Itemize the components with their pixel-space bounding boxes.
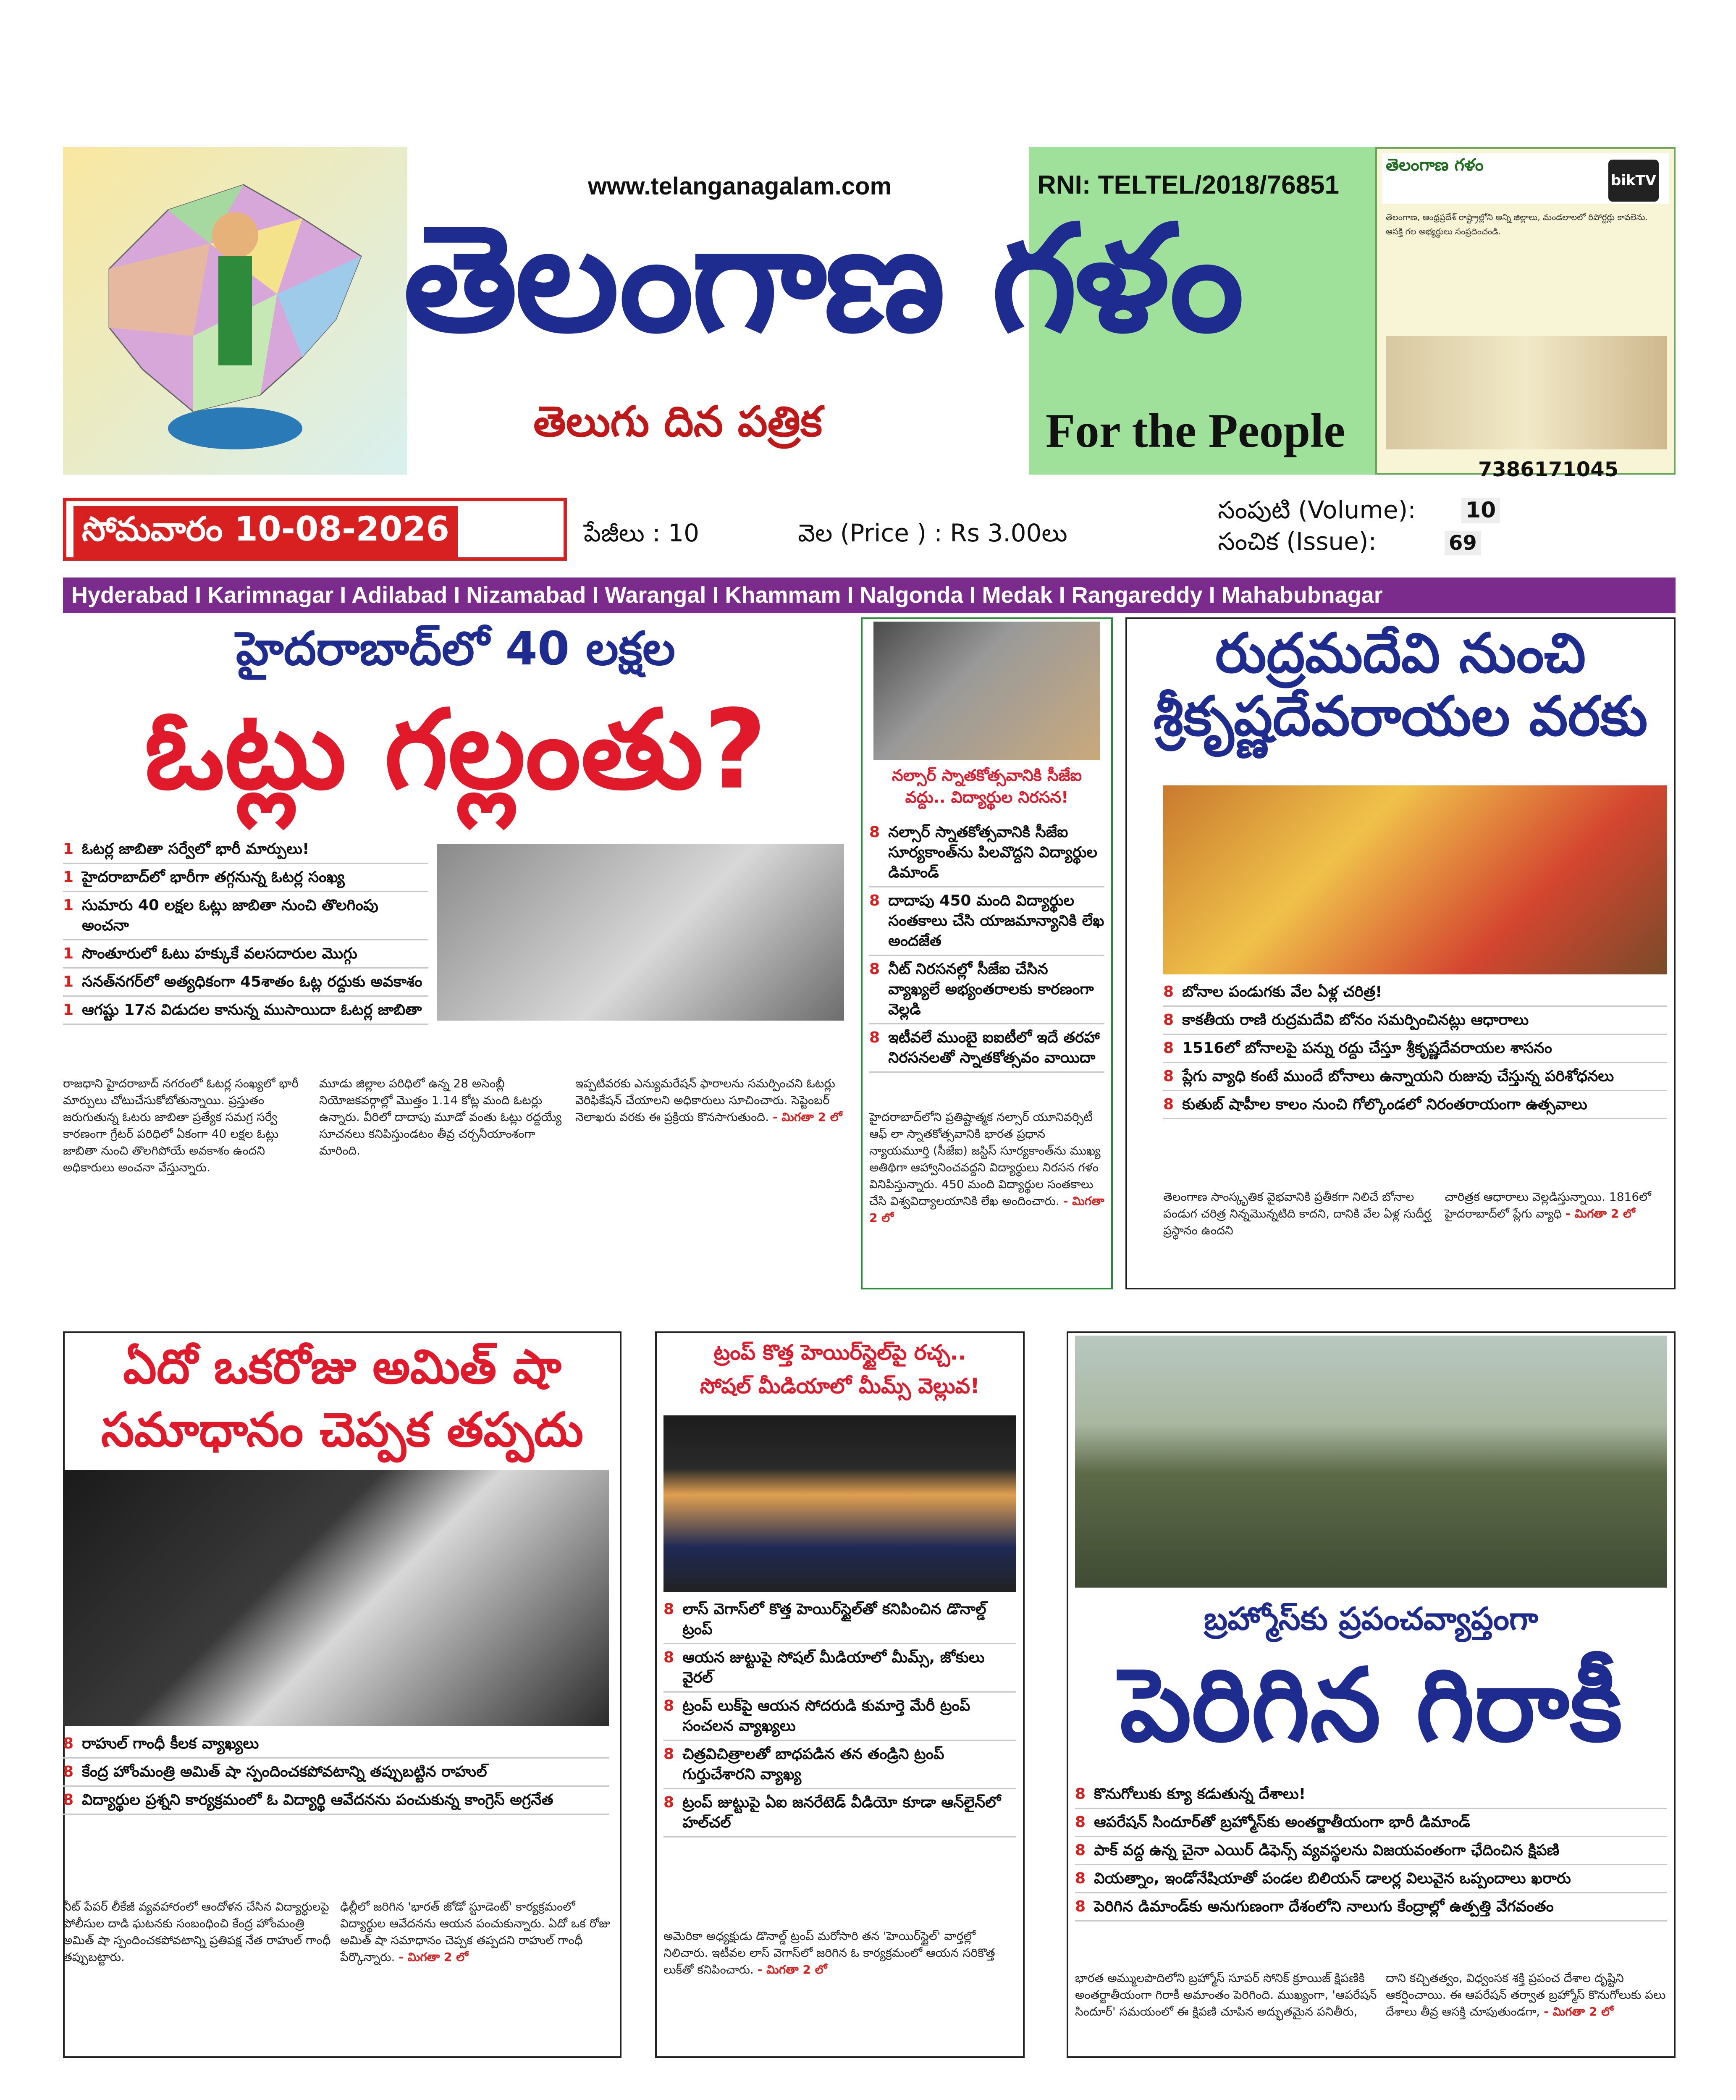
- story-voters[interactable]: [63, 622, 848, 813]
- bullet-text: ఓటర్ల జాబితా సర్వేలో భారీ మార్పులు!: [82, 840, 309, 858]
- newspaper-title: తెలంగాణ గళం: [403, 193, 1242, 365]
- speaker-photo: [873, 622, 1100, 760]
- bullet-item: [63, 969, 428, 997]
- headline-line-1: రుద్రమదేవి నుంచి: [1215, 621, 1586, 685]
- bullet-marker: 8: [63, 1735, 74, 1752]
- bullet-item: [1163, 1063, 1667, 1091]
- bullet-item: [1075, 1893, 1667, 1922]
- issue-number: 69: [1445, 531, 1481, 555]
- bullet-item: [63, 864, 428, 892]
- story-body: రాజధాని హైదరాబాద్ నగరంలో ఓటర్ల సంఖ్యలో భారీ మార్పులు చోటుచేసుకోబోతున్నాయి. ప్రస్తుతం జరుగుతున్న ఓటరు జాబితా ప్రత్యేక సమగ్ర సర్వే కారణంగా గ్రేటర్ పరిధిలో ఏకంగా 40 లక్షల ఓట్లు జాబితా నుంచి తొలగిపోయే అవకాశం ఉందని అధికారులు అంచనా వేస్తున్నారు.: [63, 1076, 299, 1174]
- page-count: పేజీలు : 10: [584, 519, 700, 547]
- bullet-marker: 8: [63, 1763, 74, 1780]
- bullet-item: [63, 1759, 609, 1787]
- bullet-item: [663, 1644, 1016, 1693]
- headline-line-2: సోషల్ మీడియాలో మీమ్స్ వెల్లువ!: [700, 1374, 980, 1398]
- story-body: అమెరికా అధ్యక్షుడు డొనాల్డ్ ట్రంప్ మరోసారి తన 'హెయిర్‌స్టైల్' వార్తల్లో నిలిచారు. ఇటీవల లాస్ వెగాస్‌లో జరిగిన ఓ కార్యక్రమంలో ఆయన సరికొత్త లుక్‌తో కనిపించారు. - మిగతా 2 లో: [663, 1929, 995, 1977]
- bullet-text: ఇటీవలే ముంబై ఐఐటీలో ఇదే తరహా నిరసనలతో స్నాతకోత్సవం వాయిదా: [888, 1029, 1100, 1066]
- headline-line-2: శ్రీకృష్ణదేవరాయల వరకు: [1153, 684, 1648, 748]
- bullet-text: కాకతీయ రాణి రుద్రమదేవి బోనం సమర్పించినట్లు ఆధారాలు: [1182, 1011, 1529, 1029]
- bullet-text: ఆపరేషన్ సిందూర్‌తో బ్రహ్మోస్‌కు అంతర్జాతీయంగా భారీ డిమాండ్: [1094, 1814, 1470, 1831]
- price: వెల (Price ) : Rs 3.00లు: [798, 519, 1067, 547]
- bullet-item: [63, 1787, 609, 1815]
- bullet-marker: 8: [1163, 1011, 1174, 1029]
- bullet-text: సనత్‌నగర్‌లో అత్యధికంగా 45శాతం ఓట్ల రద్దుకు అవకాశం: [82, 973, 422, 990]
- telangana-map-logo: [84, 160, 386, 462]
- bullet-item: [869, 887, 1104, 956]
- bullet-item: [1163, 1091, 1667, 1119]
- bullet-marker: 8: [869, 824, 880, 841]
- headline-line-1: ఏదో ఒకరోజు అమిత్ షా: [123, 1340, 561, 1394]
- bullet-marker: 8: [1075, 1898, 1086, 1915]
- bullet-text: చిత్రవిచిత్రాలతో బాధపడిన తన తండ్రిని ట్రంప్ గుర్తుచేశారని వ్యాఖ్య: [682, 1746, 944, 1783]
- continue-link[interactable]: - మిగతా 2 లో: [399, 1950, 469, 1964]
- bullet-text: సుమారు 40 లక్షల ఓట్లు జాబితా నుంచి తొలగింపు అంచనా: [82, 897, 378, 934]
- bonalu-festival-photo: [1163, 785, 1667, 974]
- story-body: నీట్ పేపర్ లీకేజీ వ్యవహారంలో ఆందోళన చేసిన విద్యార్థులపై పోలీసుల దాడి ఘటనకు సంబంధించి కేంద్ర హోంమంత్రి అమిత్ షా స్పందించకపోవటాన్ని ప్రతిపక్ష నేత రాహుల్ గాంధీ తప్పుబట్టారు.: [63, 1900, 331, 1964]
- story-headline: పెరిగిన గిరాకీ: [1120, 1646, 1623, 1764]
- bullet-text: ఆయన జుట్టుపై సోషల్ మీడియాలో మీమ్స్, జోకులు వైరల్: [682, 1649, 985, 1686]
- bullet-text: విద్యార్థుల ప్రశ్నని కార్యక్రమంలో ఓ విద్యార్థి ఆవేదనను పంచుకున్న కాంగ్రెస్ అగ్రనేత: [82, 1791, 553, 1809]
- trump-photo: [663, 1415, 1016, 1592]
- bullet-marker: 8: [869, 961, 880, 978]
- bullet-marker: 8: [663, 1746, 674, 1763]
- story-bullets: [63, 836, 428, 1025]
- bullet-item: [63, 940, 428, 969]
- bullet-text: పాక్ వద్ద ఉన్న చైనా ఎయిర్ డిఫెన్స్ వ్యవస్థలను విజయవంతంగా ఛేదించిన క్షిపణి: [1094, 1842, 1560, 1859]
- bullet-text: ఆగష్టు 17న విడుదల కానున్న ముసాయిదా ఓటర్ల జాబితా: [82, 1001, 422, 1018]
- bullet-marker: 8: [1163, 1040, 1174, 1057]
- volume-number: 10: [1461, 498, 1500, 523]
- story-headline: నల్సార్ స్నాతకోత్సవానికి సీజేఐ వద్దు.. విద్యార్థుల నిరసన!: [892, 766, 1082, 806]
- bullet-text: నీట్ నిరసనల్లో సీజేఐ చేసిన వ్యాఖ్యలే అభ్యంతరాలకు కారణంగా వెల్లడి: [888, 961, 1094, 1018]
- story-body: తెలంగాణ సాంస్కృతిక వైభవానికి ప్రతీకగా నిలిచే బోనాల పండుగ చరిత్ర నిన్నమొన్నటిది కాదని, దానికి వేల ఏళ్ల సుదీర్ఘ ప్రస్థానం ఉందని: [1163, 1190, 1431, 1237]
- ad-image: [1386, 336, 1667, 449]
- bullet-item: [63, 997, 428, 1025]
- bullet-item: [1163, 1035, 1667, 1063]
- bullet-text: ట్రంప్ లుక్‌పై ఆయన సోదరుడి కుమార్తె మేరీ ట్రంప్ సంచలన వ్యాఖ్యలు: [682, 1697, 970, 1735]
- bullet-item: [1075, 1781, 1667, 1809]
- bullet-marker: 1: [63, 869, 74, 886]
- bullet-item: [663, 1789, 1016, 1838]
- bullet-item: [663, 1741, 1016, 1789]
- ad-logo: తెలంగాణ గళం: [1386, 155, 1484, 175]
- bullet-text: లాస్ వెగాస్‌లో కొత్త హెయిర్‌స్టైల్‌తో కనిపించిన డొనాల్డ్ ట్రంప్: [682, 1601, 986, 1638]
- bullet-text: 1516లో బోనాలపై పన్ను రద్దు చేస్తూ శ్రీకృష్ణదేవరాయల శాసనం: [1182, 1040, 1552, 1057]
- story-kicker: హైదరాబాద్‌లో 40 లక్షల: [236, 622, 676, 675]
- continue-link[interactable]: - మిగతా 2 లో: [1544, 2005, 1613, 2019]
- story-body: ఢిల్లీలో జరిగిన 'భారత్ జోడో స్టూడెంట్' కార్యక్రమంలో విద్యార్థుల ఆవేదనను ఆయన పంచుకున్నారు. ఏదో ఒక రోజు అమిత్ షా సమాధానం చెప్పక తప్పదని రాహుల్ గాంధీ పేర్కొన్నారు. - మిగతా 2 లో: [340, 1900, 611, 1964]
- bullet-text: నల్సార్ స్నాతకోత్సవానికి సీజేఐ సూర్యకాంత్‌ను పిలవొద్దని విద్యార్థుల డిమాండ్: [888, 824, 1098, 881]
- website-url[interactable]: www.telanganagalam.com: [588, 173, 892, 200]
- bullet-marker: 8: [63, 1791, 74, 1809]
- bullet-item: [1075, 1837, 1667, 1865]
- bullet-marker: 8: [1163, 983, 1174, 1000]
- volume-label: సంపుటి (Volume):: [1218, 496, 1416, 524]
- bullet-marker: 8: [1075, 1785, 1086, 1803]
- bullet-marker: 8: [663, 1601, 674, 1618]
- bullet-item: [869, 819, 1104, 887]
- bullet-text: హైదరాబాద్‌లో భారీగా తగ్గనున్న ఓటర్ల సంఖ్య: [82, 869, 345, 886]
- bullet-text: కొనుగోలుకు క్యూ కడుతున్న దేశాలు!: [1094, 1785, 1306, 1803]
- story-headline: [1134, 622, 1667, 748]
- bullet-item: [1163, 979, 1667, 1007]
- bullet-item: [63, 836, 428, 864]
- bullet-text: బోనాల పండుగకు వేల ఏళ్ల చరిత్ర!: [1182, 983, 1382, 1000]
- bullet-text: వియత్నాం, ఇండోనేషియాతో పండల బిలియన్ డాలర్ల విలువైన ఒప్పందాలు ఖరారు: [1094, 1870, 1571, 1887]
- bullet-item: [663, 1596, 1016, 1644]
- bullet-marker: 8: [663, 1697, 674, 1714]
- bullet-text: కుతుబ్ షాహీల కాలం నుంచి గోల్కొండలో నిరంతరాయంగా ఉత్సవాలు: [1182, 1096, 1587, 1113]
- bullet-marker: 8: [663, 1649, 674, 1666]
- story-bullets: [663, 1596, 1016, 1838]
- bullet-item: [63, 892, 428, 940]
- story-bullets: [869, 819, 1104, 1073]
- city-editions-bar: Hyderabad I Karimnagar I Adilabad I Nizamabad I Warangal I Khammam I Nalgonda I Medak I Rangareddy I Mahabubnagar: [63, 578, 1676, 613]
- story-body: మూడు జిల్లాల పరిధిలో ఉన్న 28 అసెంబ్లీ నియోజకవర్గాల్లో మొత్తం 1.14 కోట్ల మంది ఓటర్లు ఉన్నారు. వీరిలో దాదాపు మూడో వంతు ఓట్లు రద్దయ్యే సూచనలు కనిపిస్తుండటం తీవ్ర చర్చనీయాంశంగా మారింది.: [319, 1076, 562, 1158]
- bullet-item: [1075, 1809, 1667, 1837]
- newspaper-subtitle: తెలుగు దిన పత్రిక: [533, 397, 823, 446]
- brahmos-missile-photo: [1075, 1336, 1667, 1588]
- continue-link[interactable]: - మిగతా 2 లో: [772, 1110, 842, 1124]
- headline-line-2: సమాధానం చెప్పక తప్పదు: [101, 1403, 584, 1457]
- story-headline: [663, 1336, 1016, 1403]
- story-headline: [71, 1336, 613, 1462]
- bullet-item: [869, 1024, 1104, 1073]
- bullet-item: [663, 1693, 1016, 1741]
- story-body: హైదరాబాద్‌లోని ప్రతిష్టాత్మక నల్సార్ యూనివర్సిటీ ఆఫ్ లా స్నాతకోత్సవానికి భారత ప్రధాన న్యాయమూర్తి (సీజేఐ) జస్టిస్ సూర్యకాంత్‌ను ముఖ్య అతిథిగా ఆహ్వానించవద్దని విద్యార్థులు నిరసన గళం వినిపిస్తున్నారు. 450 మంది విద్యార్థుల సంతకాలు చేసి విశ్వవిద్యాలయానికి లేఖ అందించారు. - మిగతా 2 లో: [869, 1110, 1104, 1225]
- bullet-text: సొంతూరులో ఓటు హక్కుకే వలసదారుల మొగ్గు: [82, 945, 357, 962]
- bullet-marker: 1: [63, 840, 74, 858]
- bullet-marker: 8: [663, 1794, 674, 1811]
- continue-link[interactable]: - మిగతా 2 లో: [1566, 1207, 1635, 1221]
- ad-phone: 7386171045: [1478, 458, 1618, 481]
- continue-link[interactable]: - మిగతా 2 లో: [757, 1963, 827, 1977]
- bullet-marker: 8: [1163, 1068, 1174, 1085]
- continue-link[interactable]: - మిగతా 2 లో: [869, 1194, 1104, 1225]
- story-bullets: [1075, 1781, 1667, 1922]
- bullet-marker: 8: [1163, 1096, 1174, 1113]
- story-body: చారిత్రక ఆధారాలు వెల్లడిస్తున్నాయి. 1816లో హైదరాబాద్‌లో ప్లేగు వ్యాధి - మిగతా 2 లో: [1445, 1190, 1651, 1221]
- bullet-item: [63, 1730, 609, 1759]
- story-body: భారత అమ్ములపొదిలోని బ్రహ్మోస్ సూపర్ సోనిక్ క్రూయిజ్ క్షిపణికి అంతర్జాతీయంగా గిరాకీ అమాంతం పెరిగింది. ముఖ్యంగా, 'ఆపరేషన్ సిందూర్' సమయంలో ఈ క్షిపణి చూపిన అద్భుతమైన పనితీరు,: [1075, 1971, 1377, 2019]
- bullet-marker: 8: [1075, 1814, 1086, 1831]
- bullet-item: [1163, 1007, 1667, 1035]
- voter-list-photo: [437, 844, 844, 1021]
- bullet-text: కేంద్ర హోంమంత్రి అమిత్ షా స్పందించకపోవటాన్ని తప్పుబట్టిన రాహుల్: [82, 1763, 487, 1780]
- rahul-gandhi-photo: [63, 1470, 609, 1726]
- newspaper-tagline: For the People: [1046, 404, 1345, 457]
- bullet-text: పెరిగిన డిమాండ్‌కు అనుగుణంగా దేశంలోని నాలుగు కేంద్రాల్లో ఉత్పత్తి వేగవంతం: [1094, 1898, 1554, 1915]
- story-kicker: బ్రహ్మోస్‌కు ప్రపంచవ్యాప్తంగా: [1204, 1600, 1539, 1637]
- bullet-text: ప్లేగు వ్యాధి కంటే ముందే బోనాలు ఉన్నాయని రుజువు చేస్తున్న పరిశోధనలు: [1182, 1068, 1614, 1085]
- story-headline: ఓట్లు గల్లంతు?: [144, 687, 767, 814]
- story-body: ఇప్పటివరకు ఎన్యుమరేషన్ ఫారాలను సమర్పించని ఓటర్లు వెరిఫికేషన్ చేయాలని అధికారులు సూచించారు. సెప్టెంబర్ నెలాఖరు వరకు ఈ ప్రక్రియ కొనసాగుతుంది. - మిగతా 2 లో: [575, 1076, 842, 1124]
- headline-line-1: ట్రంప్ కొత్త హెయిర్‌స్టైల్‌పై రచ్చ..: [713, 1340, 966, 1365]
- story-body: దాని కచ్చితత్వం, విధ్వంసక శక్తి ప్రపంచ దేశాల దృష్టిని ఆకర్షించాయి. ఈ ఆపరేషన్ తర్వాత బ్రహ్మోస్ కొనుగోలుకు పలు దేశాలు తీవ్ర ఆసక్తి చూపుతుండగా, - మిగతా 2 లో: [1386, 1971, 1666, 2019]
- bullet-text: రాహుల్ గాంధీ కీలక వ్యాఖ్యలు: [82, 1735, 259, 1752]
- issue-label: సంచిక (Issue):: [1218, 527, 1377, 556]
- bullet-marker: 1: [63, 1001, 74, 1018]
- bullet-marker: 1: [63, 897, 74, 914]
- ad-tv-logo: bikTV: [1608, 160, 1659, 202]
- story-bullets: [63, 1730, 609, 1815]
- date: సోమవారం 10-08-2026: [73, 506, 458, 560]
- bullet-marker: 8: [1075, 1870, 1086, 1887]
- bullet-marker: 1: [63, 973, 74, 990]
- bullet-item: [869, 956, 1104, 1024]
- bullet-marker: 8: [869, 892, 880, 909]
- story-bullets: [1163, 979, 1667, 1119]
- bullet-marker: 8: [869, 1029, 880, 1046]
- bullet-item: [1075, 1865, 1667, 1893]
- bullet-text: ట్రంప్ జుట్టుపై ఏఐ జనరేటెడ్ వీడియో కూడా ఆన్‌లైన్‌లో హల్‌చల్: [682, 1794, 1001, 1831]
- rni-number: RNI: TELTEL/2018/76851: [1037, 171, 1340, 200]
- bullet-marker: 8: [1075, 1842, 1086, 1859]
- bullet-marker: 1: [63, 945, 74, 962]
- bullet-text: దాదాపు 450 మంది విద్యార్థుల సంతకాలు చేసి యాజమాన్యానికి లేఖ అందజేత: [888, 892, 1104, 950]
- ad-text: తెలంగాణ, ఆంధ్రప్రదేశ్ రాష్ట్రాల్లోని అన్ని జిల్లాలు, మండలాలలో రిపోర్టర్లు కావలెను. ఆసక్తి గల అభ్యర్థులు సంప్రదించండి.: [1386, 212, 1648, 236]
